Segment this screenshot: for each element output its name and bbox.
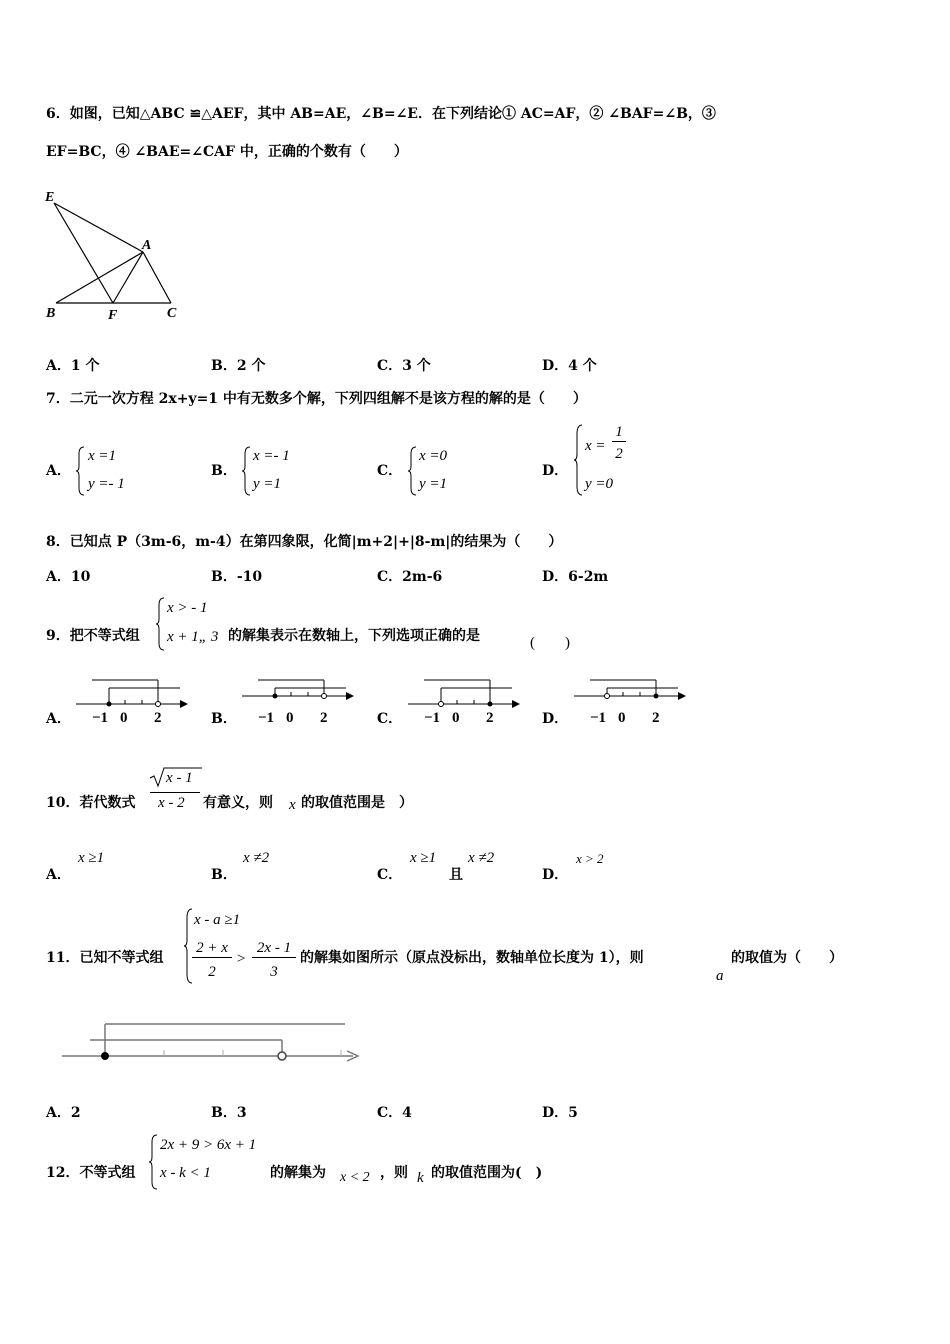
q10-mid: 有意义，则 — [203, 795, 273, 811]
q10-option-c-and: 且 — [449, 867, 463, 883]
axis-label-0: 0 — [120, 710, 128, 726]
fig-label-e: E — [45, 190, 55, 205]
q10-option-b-letter: B． — [211, 867, 237, 883]
q8-stem: 8．已知点 P（3m-6，m-4）在第四象限，化简|m+2|+|8-m|的结果为（ ） — [46, 534, 563, 550]
q9-suffix: 的解集表示在数轴上，下列选项正确的是 — [228, 628, 480, 644]
q11-option-c: C．4 — [377, 1105, 412, 1121]
q12-suffix: 的取值范围为( ) — [431, 1165, 543, 1181]
q9-numberline-b — [238, 676, 358, 726]
q12-brace-icon — [149, 1134, 159, 1190]
q10-option-a-letter: A． — [46, 867, 71, 883]
q9-paren: ( ) — [530, 635, 570, 651]
q7-b-x: x =- 1 — [253, 448, 290, 464]
q11-suffix2: 的取值为（ ） — [731, 950, 843, 966]
q9-option-a-letter: A． — [46, 711, 71, 727]
axis-label-2: 2 — [652, 710, 660, 726]
axis-label-2: 2 — [154, 710, 162, 726]
q7-c-x: x =0 — [419, 448, 448, 464]
q7-d-y: y =0 — [585, 476, 614, 492]
axis-label-0: 0 — [618, 710, 626, 726]
q9-option-c-letter: C． — [377, 711, 403, 727]
q7-a-y: y =- 1 — [88, 476, 125, 492]
q7-d-den: 2 — [615, 446, 623, 462]
q11-f1-den: 2 — [208, 964, 216, 980]
q12-mid2: ，则 — [380, 1165, 408, 1181]
q7-option-d-letter: D． — [542, 463, 569, 479]
axis-label-neg1: −1 — [92, 710, 109, 726]
axis-label-neg1: −1 — [424, 710, 441, 726]
q7-b-y: y =1 — [253, 476, 282, 492]
fig-label-c: C — [167, 306, 177, 321]
q9-option-d-letter: D． — [542, 711, 569, 727]
q7-stem: 7．二元一次方程 2x+y=1 中有无数多个解，下列四组解不是该方程的解的是（ ） — [46, 391, 587, 407]
q11-f1-num: 2 + x — [192, 940, 232, 958]
axis-label-2: 2 — [486, 710, 494, 726]
q10-option-c1: x ≥1 — [410, 850, 437, 866]
q7-b-brace-icon — [242, 446, 252, 496]
q7-c-y: y =1 — [419, 476, 448, 492]
q6-stem-line1: 6．如图，已知△ABC ≌△AEF，其中 AB=AE，∠B=∠E．在下列结论① AC=AF，② ∠BAF=∠B，③ — [46, 106, 716, 122]
q9-sys-1: x > - 1 — [167, 600, 208, 616]
q11-var: a — [716, 968, 724, 984]
q11-option-b: B．3 — [211, 1105, 247, 1121]
q11-f2-num: 2x - 1 — [252, 940, 296, 958]
q12-sys-2: x - k < 1 — [160, 1165, 211, 1181]
q9-numberline-d — [570, 676, 690, 726]
axis-label-0: 0 — [452, 710, 460, 726]
q11-f2-den: 3 — [270, 964, 278, 980]
q10-option-c-letter: C． — [377, 867, 403, 883]
q9-brace-icon — [156, 597, 166, 651]
q10-option-c2: x ≠2 — [468, 850, 495, 866]
q11-suffix: 的解集如图所示（原点没标出，数轴单位长度为 1），则 — [300, 950, 644, 966]
q11-sys-1: x - a ≥1 — [194, 912, 241, 928]
q8-option-c: C．2m-6 — [377, 569, 443, 585]
q10-option-b: x ≠2 — [243, 850, 270, 866]
q7-option-a-letter: A． — [46, 463, 71, 479]
q10-option-d: x > 2 — [576, 851, 604, 866]
axis-label-neg1: −1 — [590, 710, 607, 726]
q11-numberline-figure — [58, 1018, 368, 1068]
q11-option-a: A．2 — [46, 1105, 81, 1121]
q9-numberline-a — [72, 676, 192, 726]
axis-label-2: 2 — [320, 710, 328, 726]
q9-sys-2: x + 1„ 3 — [167, 629, 219, 645]
q10-option-d-letter: D． — [542, 867, 569, 883]
q6-triangle-figure — [40, 185, 190, 325]
q7-c-brace-icon — [408, 446, 418, 496]
q12-sol: x < 2 — [340, 1170, 370, 1185]
q12-prefix: 12．不等式组 — [46, 1165, 136, 1181]
q8-option-a: A．10 — [46, 569, 91, 585]
q7-option-b-letter: B． — [211, 463, 237, 479]
q11-gt: > — [236, 951, 247, 967]
q11-option-d: D．5 — [542, 1105, 578, 1121]
fig-label-a: A — [142, 238, 152, 253]
q6-option-c: C．3 个 — [377, 358, 431, 374]
q6-option-d: D．4 个 — [542, 358, 597, 374]
q10-den: x - 2 — [158, 795, 185, 811]
q6-stem-line2: EF=BC，④ ∠BAE=∠CAF 中，正确的个数有（ ） — [46, 144, 408, 160]
q10-var: x — [289, 797, 296, 813]
q6-option-a: A．1 个 — [46, 358, 100, 374]
q10-rad-content: x - 1 — [166, 770, 193, 786]
q8-option-d: D．6-2m — [542, 569, 609, 585]
q12-var: k — [417, 1170, 424, 1186]
q7-a-brace-icon — [76, 446, 86, 496]
q12-sys-1: 2x + 9 > 6x + 1 — [160, 1137, 257, 1153]
q9-numberline-c — [404, 676, 524, 726]
q9-prefix: 9．把不等式组 — [46, 628, 140, 644]
q6-option-b: B．2 个 — [211, 358, 266, 374]
q12-mid: 的解集为 — [270, 1165, 326, 1181]
q8-option-b: B．-10 — [211, 569, 263, 585]
q10-suffix: 的取值范围是 ） — [301, 795, 413, 811]
q10-fraction-bar — [150, 792, 200, 793]
axis-label-neg1: −1 — [258, 710, 275, 726]
q9-option-b-letter: B． — [211, 711, 237, 727]
q10-prefix: 10．若代数式 — [46, 795, 136, 811]
fig-label-f: F — [108, 308, 118, 323]
fig-label-b: B — [46, 306, 56, 321]
q7-option-c-letter: C． — [377, 463, 403, 479]
axis-label-0: 0 — [286, 710, 294, 726]
q7-d-num: 1 — [612, 424, 626, 442]
q10-option-a: x ≥1 — [78, 850, 105, 866]
q7-d-brace-icon — [574, 424, 584, 496]
q7-a-x: x =1 — [88, 448, 117, 464]
q7-d-x-lhs: x = — [585, 438, 606, 454]
q11-prefix: 11．已知不等式组 — [46, 950, 164, 966]
